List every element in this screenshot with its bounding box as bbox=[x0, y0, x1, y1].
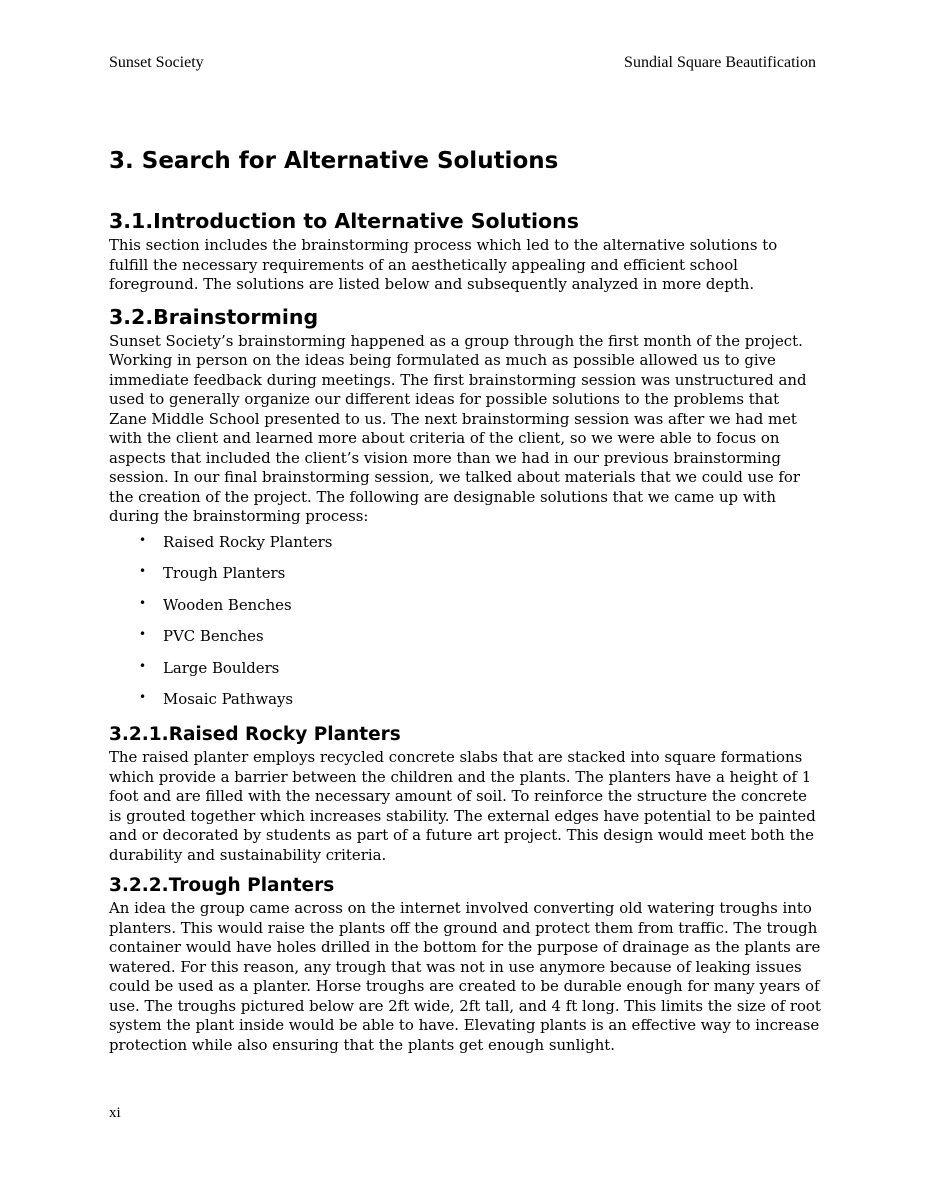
section-3-2-1-body: The raised planter employs recycled concrete slabs that are stacked into square formations which provide a barrier between the children and the plants. The planters have a height of 1 foot and are filled with the necessary amount of soil. To reinforce the structure the concrete is grouted together which increases stability. The external edges have potential to be painted and or decorated by students as part of a future art project. This design would meet both the durability and sustainability criteria. bbox=[109, 748, 816, 864]
list-item: • PVC Benches bbox=[139, 627, 264, 646]
bullet-icon: • bbox=[139, 532, 147, 547]
list-item: • Mosaic Pathways bbox=[139, 690, 294, 709]
section-3-2-heading: 3.2.Brainstorming bbox=[109, 304, 319, 329]
section-3-heading: 3. Search for Alternative Solutions bbox=[109, 148, 559, 174]
section-3-2-body: Sunset Society’s brainstorming happened as a group through the first month of the project. Working in person on the ideas being formulated as much as possible allowed us to give immediate feedback during meetings. The first brainstorming session was unstructured and used to generally organize our different ideas for possible solutions to the problems that Zane Middle School presented to us. The next brainstorming session was after we had met with the client and learned more about criteria of the client, so we were able to focus on aspects that included the client’s vision more than we had in our previous brainstorming session. In our final brainstorming session, we talked about materials that we could use for the creation of the project. The following are designable solutions that we came up with during the brainstorming process: bbox=[109, 331, 807, 525]
bullet-icon: • bbox=[139, 627, 147, 642]
list-item: • Large Boulders bbox=[139, 658, 280, 677]
section-3-1-body: This section includes the brainstorming process which led to the alternative solutions to fulfill the necessary requirements of an aesthetically appealing and efficient school foreground. The solutions are listed below and subsequently analyzed in more depth. bbox=[109, 236, 778, 293]
list-item: • Trough Planters bbox=[139, 564, 286, 583]
section-3-2-1-heading: 3.2.1.Raised Rocky Planters bbox=[109, 724, 401, 746]
list-item: • Raised Rocky Planters bbox=[139, 532, 333, 551]
header-organization: Sunset Society bbox=[109, 54, 204, 71]
section-3-1-heading: 3.1.Introduction to Alternative Solutions bbox=[109, 209, 579, 233]
solutions-list bbox=[109, 533, 821, 723]
list-item: • Wooden Benches bbox=[139, 595, 292, 614]
bullet-icon: • bbox=[139, 690, 147, 705]
header-project-title: Sundial Square Beautification bbox=[624, 54, 816, 71]
bullet-icon: • bbox=[139, 658, 147, 673]
page-header bbox=[109, 54, 816, 76]
page-number: xi bbox=[109, 1105, 121, 1121]
bullet-icon: • bbox=[139, 595, 147, 610]
section-3-2-2-heading: 3.2.2.Trough Planters bbox=[109, 875, 335, 897]
page-content bbox=[109, 142, 821, 1055]
section-3-2-2-body: An idea the group came across on the internet involved converting old watering troughs into planters. This would raise the plants off the ground and protect them from traffic. The trough container would have holes drilled in the bottom for the purpose of drainage as the plants are watered. For this reason, any trough that was not in use anymore because of leaking issues could be used as a planter. Horse troughs are created to be durable enough for many years of use. The troughs pictured below are 2ft wide, 2ft tall, and 4 ft long. This limits the size of root system the plant inside would be able to have. Elevating plants is an effective way to increase protection while also ensuring that the plants get enough sunlight. bbox=[109, 899, 821, 1054]
bullet-icon: • bbox=[139, 564, 147, 579]
